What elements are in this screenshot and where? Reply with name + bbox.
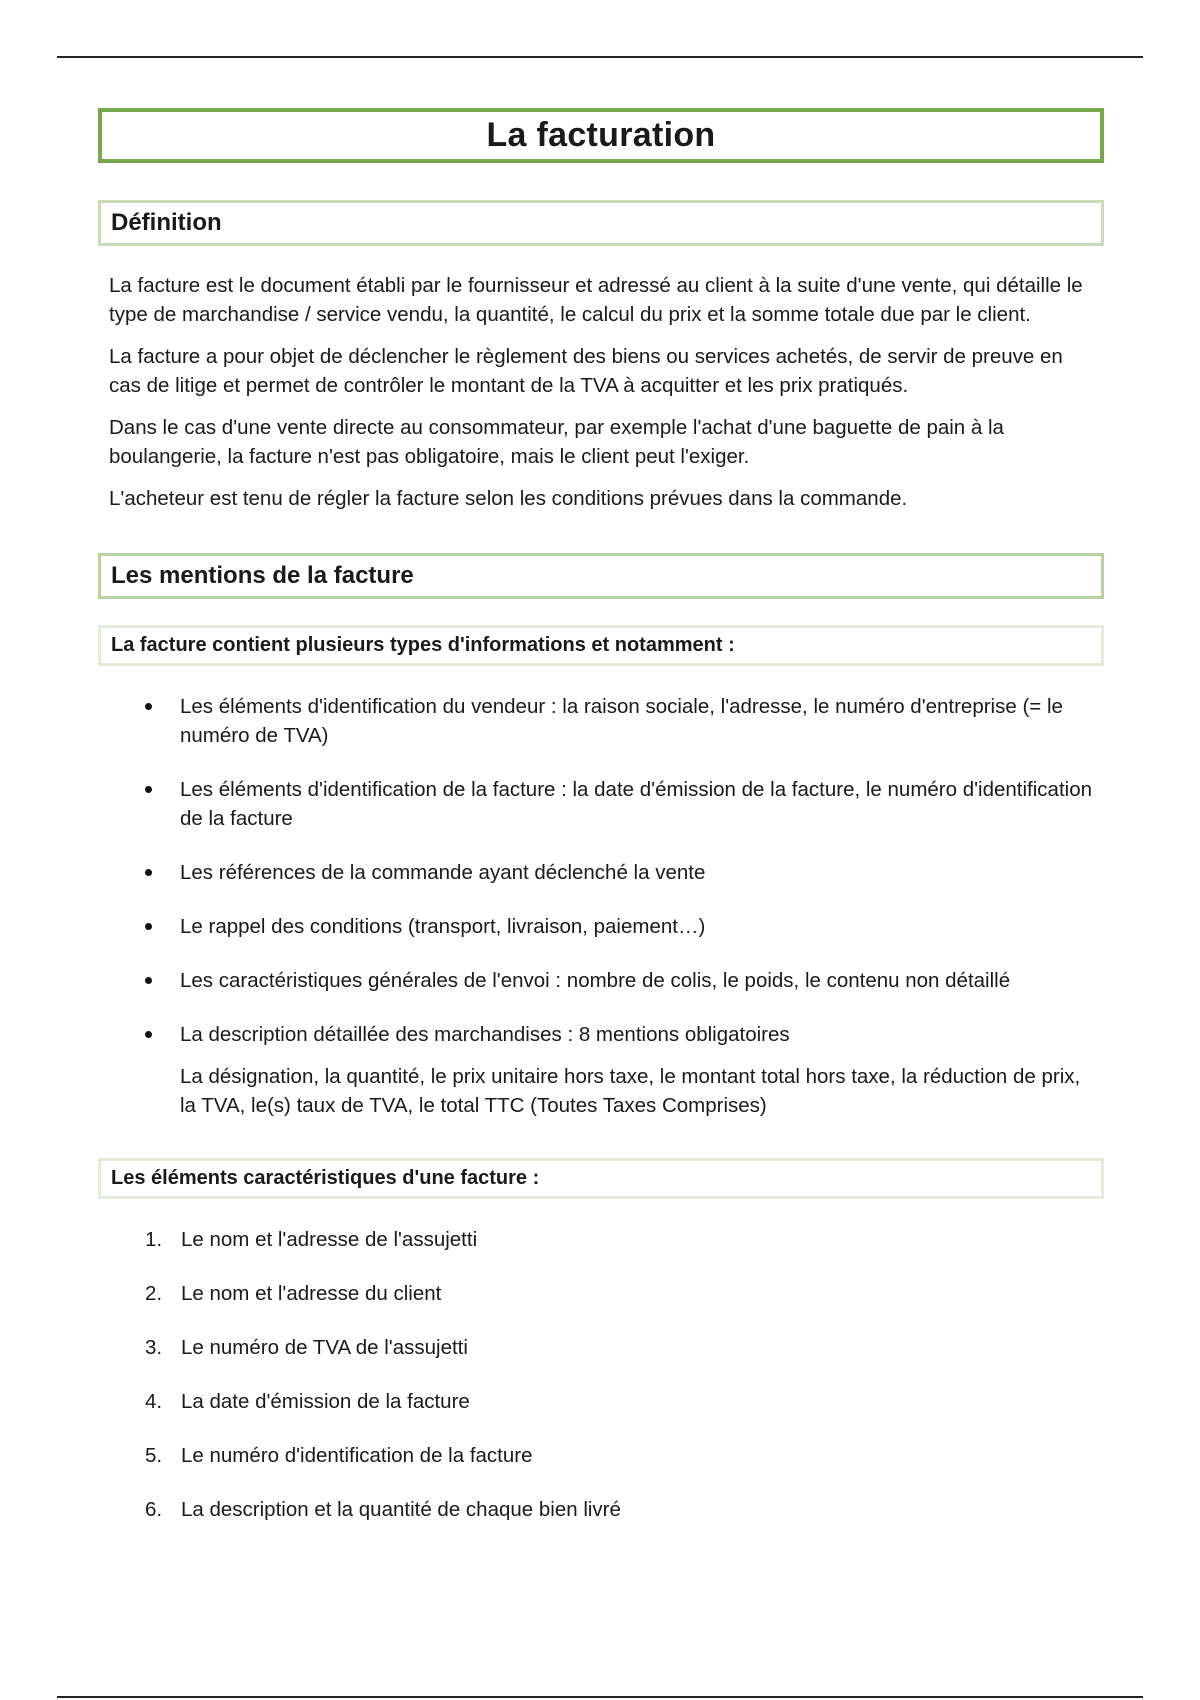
section-heading-definition: Définition [111, 209, 222, 236]
list-item [98, 1387, 1104, 1416]
list-item-text: La date d'émission de la facture [181, 1390, 470, 1413]
list-item-text: Le nom et l'adresse de l'assujetti [181, 1228, 478, 1251]
list-item-text: Le numéro d'identification de la facture [181, 1444, 533, 1467]
definition-paragraph: La facture est le document établi par le fournisseur et adressé au client à la suite d'une vente, qui détaille le type de marchandise / service vendu, la quantité, le calcul du prix et la somme totale due par le client. [109, 274, 1083, 326]
bottom-rule [57, 1696, 1143, 1698]
section-mentions [98, 553, 1104, 599]
subsection-elements [98, 1158, 1104, 1199]
list-item-number: 6. [145, 1498, 163, 1521]
list-item-text: Les caractéristiques générales de l'envoi : nombre de colis, le poids, le contenu non détaillé [180, 969, 1011, 992]
mentions-list [98, 692, 1104, 1120]
list-item-number: 2. [145, 1282, 163, 1305]
list-item-number: 4. [145, 1390, 163, 1413]
top-rule [57, 56, 1143, 58]
list-item-text: La description détaillée des marchandises : 8 mentions obligatoires [180, 1023, 790, 1046]
list-item [98, 912, 1100, 941]
list-item-text: Les éléments d'identification de la facture : la date d'émission de la facture, le numéro d'identification de la facture [180, 778, 1092, 830]
list-item-number: 3. [145, 1336, 163, 1359]
definition-paragraph: La facture a pour objet de déclencher le règlement des biens ou services achetés, de servir de preuve en cas de litige et permet de contrôler le montant de la TVA à acquitter et les prix pratiqués. [109, 345, 1063, 397]
section-definition [98, 200, 1104, 246]
list-item [98, 1441, 1104, 1470]
list-item [98, 858, 1100, 887]
definition-paragraph: L'acheteur est tenu de régler la facture selon les conditions prévues dans la commande. [109, 487, 908, 510]
subsection-heading-mentions: La facture contient plusieurs types d'informations et notamment : [111, 634, 735, 656]
subsection-heading-elements: Les éléments caractéristiques d'une facture : [111, 1167, 540, 1189]
list-item-detail: La désignation, la quantité, le prix unitaire hors taxe, le montant total hors taxe, la réduction de prix, la TVA, le(s) taux de TVA, le total TTC (Toutes Taxes Comprises) [180, 1065, 1081, 1117]
list-item [98, 1495, 1104, 1524]
list-item [98, 1279, 1104, 1308]
list-item [98, 966, 1100, 995]
list-item-text: La description et la quantité de chaque bien livré [181, 1498, 621, 1521]
document-page [98, 108, 1104, 1549]
section-heading-mentions: Les mentions de la facture [111, 562, 414, 589]
list-item-number: 5. [145, 1444, 163, 1467]
definition-paragraph: Dans le cas d'une vente directe au consommateur, par exemple l'achat d'une baguette de pain à la boulangerie, la facture n'est pas obligatoire, mais le client peut l'exiger. [109, 416, 1004, 468]
list-item [98, 775, 1100, 833]
list-item-text: Les références de la commande ayant déclenché la vente [180, 861, 706, 884]
list-item [98, 1225, 1104, 1254]
list-item-text: Le numéro de TVA de l'assujetti [181, 1336, 468, 1359]
list-item-text: Les éléments d'identification du vendeur : la raison sociale, l'adresse, le numéro d'entreprise (= le numéro de TVA) [180, 695, 1063, 747]
title-box [98, 108, 1104, 163]
page-title: La facturation [486, 116, 716, 154]
list-item-text: Le nom et l'adresse du client [181, 1282, 442, 1305]
list-item [98, 1020, 1100, 1120]
subsection-mentions-intro [98, 625, 1104, 666]
list-item [98, 1333, 1104, 1362]
elements-list [98, 1225, 1104, 1524]
list-item-number: 1. [145, 1228, 163, 1251]
list-item [98, 692, 1100, 750]
list-item-text: Le rappel des conditions (transport, livraison, paiement…) [180, 915, 706, 938]
